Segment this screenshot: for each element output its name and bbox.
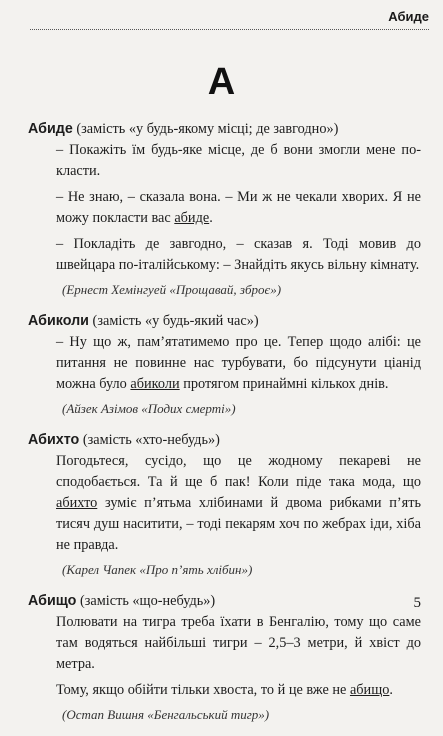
- entry-headword: Абиде: [28, 121, 73, 137]
- quote-line: Полювати на тигра треба їхати в Бенгалію, тому що саме там водяться найбільші тигри – 2,5–3 метри, й хвіст до метра.: [56, 614, 421, 672]
- quote-text: зуміє п’ятьма хлібинами й двома рибками п’ять тисяч душ наситити, – тоді пекарям хоч по жебрах іди, хіба не правда.: [56, 495, 421, 553]
- quote-text: протягом принаймні кількох днів.: [179, 376, 389, 392]
- entry-gloss: (замість «що-небудь»): [76, 593, 216, 609]
- entry-headword: Абихто: [28, 432, 80, 448]
- quote-line: – Покажіть їм будь-яке місце, де б вони змогли мене по-класти.: [56, 142, 421, 179]
- running-head: Абиде: [388, 9, 429, 24]
- quote-line: [56, 680, 421, 701]
- entry-gloss: (замість «хто-небудь»): [79, 432, 220, 448]
- quote-text: .: [209, 210, 213, 226]
- entry-body: [56, 332, 421, 418]
- quote-text: Тому, якщо обійти тільки хвоста, то й це вже не: [56, 682, 350, 698]
- quote-source: (Карел Чапек «Про п’ять хлібин»): [62, 562, 253, 577]
- quote-text: .: [389, 682, 393, 698]
- entry-abyshcho: [28, 591, 421, 724]
- quote-source: (Ернест Хемінгуей «Прощавай, зброє»): [62, 282, 282, 297]
- entry-body: [56, 140, 421, 299]
- entry-heading: [28, 311, 421, 332]
- highlighted-word: абищо: [349, 682, 390, 698]
- highlighted-word: абиколи: [130, 376, 180, 392]
- entry-gloss: (замість «у будь-якому місці; де завгодно»): [72, 121, 339, 137]
- entry-gloss: (замість «у будь-який час»): [88, 313, 259, 329]
- quote-text: – Не знаю, – сказала вона. – Ми ж не чекали хворих. Я не можу покласти вас: [56, 189, 421, 226]
- quote-line: [56, 451, 421, 556]
- quote-line: [56, 332, 421, 395]
- dictionary-content: [28, 119, 421, 736]
- highlighted-word: абиде: [174, 210, 210, 226]
- entry-heading: [28, 430, 421, 451]
- entry-heading: [28, 119, 421, 140]
- entry-headword: Абищо: [28, 593, 77, 609]
- quote-line: – Покладіть де завгодно, – сказав я. Тоді мовив до швейцара по-італійському: – Знайдіть якусь вільну кімнату.: [56, 236, 421, 273]
- section-letter: А: [207, 61, 236, 103]
- entry-abykoly: [28, 311, 421, 418]
- quote-source: (Остап Вишня «Бенгальський тигр»): [62, 707, 270, 722]
- quote-text: Погодьтеся, сусідо, що це жодному пекареві не сподобається. Та й ще б пак! Коли піде така мода, що: [56, 453, 421, 490]
- quote-source: (Айзек Азімов «Подих смерті»): [62, 401, 236, 416]
- entry-heading: [28, 591, 421, 612]
- entry-headword: Абиколи: [28, 313, 89, 329]
- page-number: 5: [413, 595, 421, 611]
- header-rule: [30, 29, 429, 30]
- entry-abyde: [28, 119, 421, 299]
- entry-body: [56, 451, 421, 579]
- highlighted-word: абихто: [56, 495, 98, 511]
- quote-line: [56, 187, 421, 229]
- quote-text: – Ну що ж, пам’ятатимемо про це. Тепер щодо алібі: це питання не повинне нас турбувати, бо підсунути ціанід можна було: [56, 334, 421, 392]
- entry-body: [56, 612, 421, 724]
- entry-abykhto: [28, 430, 421, 579]
